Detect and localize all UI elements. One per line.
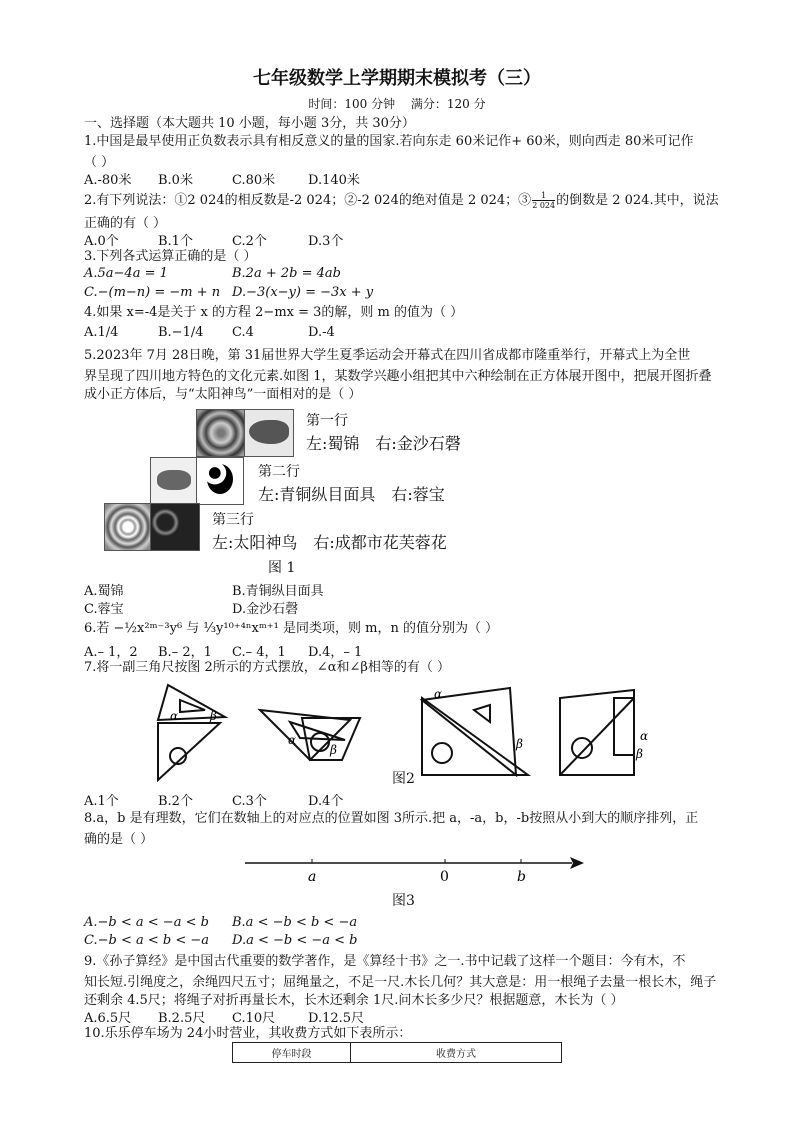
section-heading: 一、选择题（本大题共 10 小题，每小题 3分，共 30分） — [84, 116, 415, 131]
rongbao-image — [196, 457, 244, 505]
q6-option-b: B.– 2，1 — [158, 645, 212, 660]
q4-option-d: D.-4 — [308, 325, 335, 340]
row1-text: 左:蜀锦 右:金沙石磬 — [306, 434, 461, 453]
q3-option-d: D.−3(x−y) = −3x + y — [232, 285, 374, 300]
q1-stem-cont: （ ） — [84, 155, 115, 170]
q5-option-c: C.蓉宝 — [84, 602, 124, 617]
figure2-caption: 图2 — [392, 771, 415, 787]
q9-option-a: A.6.5尺 — [84, 1011, 132, 1026]
label-a: a — [308, 869, 317, 885]
q3-option-b: B.2a + 2b = 4ab — [232, 266, 341, 281]
q9-stem-2: 知长短.引绳度之，余绳四尺五寸；屈绳量之，不足一尺.木长几何？其大意是：用一根绳子去量一根长木，绳子 — [84, 975, 717, 990]
figure3-caption: 图3 — [392, 893, 415, 909]
fee-table — [232, 1042, 562, 1063]
q5-option-b: B.青铜纵目面具 — [232, 584, 324, 599]
set-square-1a — [158, 723, 220, 780]
bronze-mask-image — [150, 457, 198, 505]
fee-table-header — [233, 1043, 562, 1063]
row2-heading: 第二行 — [258, 464, 300, 480]
row2-text: 左:青铜纵目面具 右:蓉宝 — [258, 485, 445, 504]
fig2-alpha-3: α — [434, 687, 443, 701]
q5-option-d: D.金沙石磬 — [232, 602, 299, 617]
q10-stem: 10.乐乐停车场为 24小时营业，其收费方式如下表所示： — [84, 1026, 412, 1041]
q7-option-d: D.4个 — [308, 794, 344, 809]
q6-option-a: A.– 1，2 — [84, 645, 138, 660]
q4-option-b: B.−1/4 — [158, 325, 204, 340]
number-line — [240, 852, 590, 892]
q2-option-d: D.3个 — [308, 234, 344, 249]
q7-option-c: C.3个 — [232, 794, 267, 809]
q9-stem-3: 还剩余 4.5尺；将绳子对折再量长木，长木还剩余 1尺.问木长多少尺？根据题意，木长为（ ） — [84, 993, 624, 1008]
q7-option-b: B.2个 — [158, 794, 193, 809]
fig2-beta-3: β — [516, 737, 523, 751]
q2-option-a: A.0个 — [84, 234, 119, 249]
fig2-panel-4 — [560, 690, 634, 775]
page-title: 七年级数学上学期期末模拟考（三） — [253, 68, 541, 89]
q2-stem-cont: 正确的有（ ） — [84, 216, 167, 231]
q2-stem — [84, 191, 719, 210]
q5-stem-2: 界呈现了四川地方特色的文化元素.如图 1，某数学兴趣小组把其中六种绘制在正方体展开图中，把展开图折叠 — [84, 369, 712, 384]
fee-header-method: 收费方式 — [351, 1043, 562, 1063]
q8-stem: 8.a，b 是有理数，它们在数轴上的对应点的位置如图 3所示.把 a，-a，b，-b按照从小到大的顺序排列，正 — [84, 811, 699, 826]
fig2-panel-3 — [422, 688, 528, 775]
exam-info: 时间：100 分钟 满分：120 分 — [308, 97, 486, 111]
fig2-beta-4: β — [636, 747, 643, 761]
fig2-panel-2 — [260, 710, 360, 760]
q5-option-a: A.蜀锦 — [84, 584, 124, 599]
hibiscus-image — [150, 503, 200, 551]
fig2-alpha-4: α — [640, 729, 649, 743]
q2-option-c: C.2个 — [232, 234, 267, 249]
q9-option-d: D.12.5尺 — [308, 1011, 365, 1026]
q3-option-c: C.−(m−n) = −m + n — [84, 285, 221, 300]
q6-option-d: D.4，– 1 — [308, 645, 363, 660]
q2-frac-num: 1 — [532, 191, 555, 201]
row3-heading: 第三行 — [212, 512, 254, 528]
figure1-caption: 图 1 — [268, 560, 296, 576]
q1-option-c: C.80米 — [232, 173, 276, 188]
q2-frac-den: 2 024 — [532, 201, 556, 210]
fee-header-period: 停车时段 — [233, 1043, 351, 1063]
q8-stem-cont: 确的是（ ） — [84, 832, 154, 847]
q5-stem-1: 5.2023年 7月 28日晚，第 31届世界大学生夏季运动会开幕式在四川省成都市隆重举行，开幕式上为全世 — [84, 348, 691, 363]
q8-option-d: D.a < −b < −a < b — [232, 933, 358, 948]
q1-option-a: A.-80米 — [84, 173, 132, 188]
q3-stem: 3.下列各式运算正确的是（ ） — [84, 249, 257, 264]
fig2-beta-1: β — [210, 709, 217, 723]
label-zero: 0 — [440, 869, 449, 885]
row3-text: 左:太阳神鸟 右:成都市花芙蓉花 — [212, 533, 447, 552]
q2-stem-text2: 的倒数是 2 024.其中，说法 — [556, 193, 719, 208]
q1-option-d: D.140米 — [308, 173, 360, 188]
mask-shape — [157, 470, 191, 490]
q4-option-c: C.4 — [232, 325, 254, 340]
panda-shape — [207, 464, 233, 494]
axis-arrow — [570, 857, 584, 869]
jinsha-shiqing-image — [244, 409, 294, 457]
q5-stem-3: 成小正方体后，与“太阳神鸟”一面相对的是（ ） — [84, 387, 362, 402]
q9-option-b: B.2.5尺 — [158, 1011, 206, 1026]
fig2-panel-1 — [158, 685, 225, 780]
q9-stem-1: 9.《孙子算经》是中国古代重要的数学著作，是《算经十书》之一.书中记载了这样一个题目：今有木，不 — [84, 954, 686, 969]
q8-option-a: A.−b < a < −a < b — [84, 915, 209, 930]
q8-option-c: C.−b < a < b < −a — [84, 933, 210, 948]
q4-stem: 4.如果 x=-4是关于 x 的方程 2−mx = 3的解，则 m 的值为（ ） — [84, 305, 464, 320]
q9-option-c: C.10尺 — [232, 1011, 276, 1026]
q4-option-a: A.1/4 — [84, 325, 119, 340]
q6-stem: 6.若 −½x²ᵐ⁻³y⁶ 与 ⅓y¹⁰⁺⁴ⁿxᵐ⁺¹ 是同类项，则 m，n 的值分别为（ ） — [84, 621, 499, 636]
q3-option-a: A.5a−4a = 1 — [84, 266, 168, 281]
sun-bird-image — [104, 503, 152, 551]
q2-stem-text: 2.有下列说法：①2 024的相反数是-2 024；②-2 024的绝对值是 2 024；③ — [84, 193, 532, 208]
label-b: b — [517, 869, 526, 885]
q8-option-b: B.a < −b < b < −a — [232, 915, 358, 930]
fig2-alpha-1: α — [170, 709, 179, 723]
fig2-alpha-2: α — [288, 733, 297, 747]
q2-option-b: B.1个 — [158, 234, 193, 249]
q1-option-b: B.0米 — [158, 173, 193, 188]
fig2-beta-2: β — [330, 743, 337, 757]
q2-fraction — [532, 191, 555, 210]
q1-stem: 1.中国是最早使用正负数表示具有相反意义的量的国家.若向东走 60米记作+ 60米，则向西走 80米可记作 — [84, 134, 694, 149]
stone-shape — [249, 420, 289, 444]
q7-stem: 7.将一副三角尺按图 2所示的方式摆放，∠α和∠β相等的有（ ） — [84, 660, 451, 675]
q6-option-c: C.– 4，1 — [232, 645, 286, 660]
row1-heading: 第一行 — [306, 413, 348, 429]
q7-option-a: A.1个 — [84, 794, 119, 809]
shujin-image — [196, 409, 246, 457]
